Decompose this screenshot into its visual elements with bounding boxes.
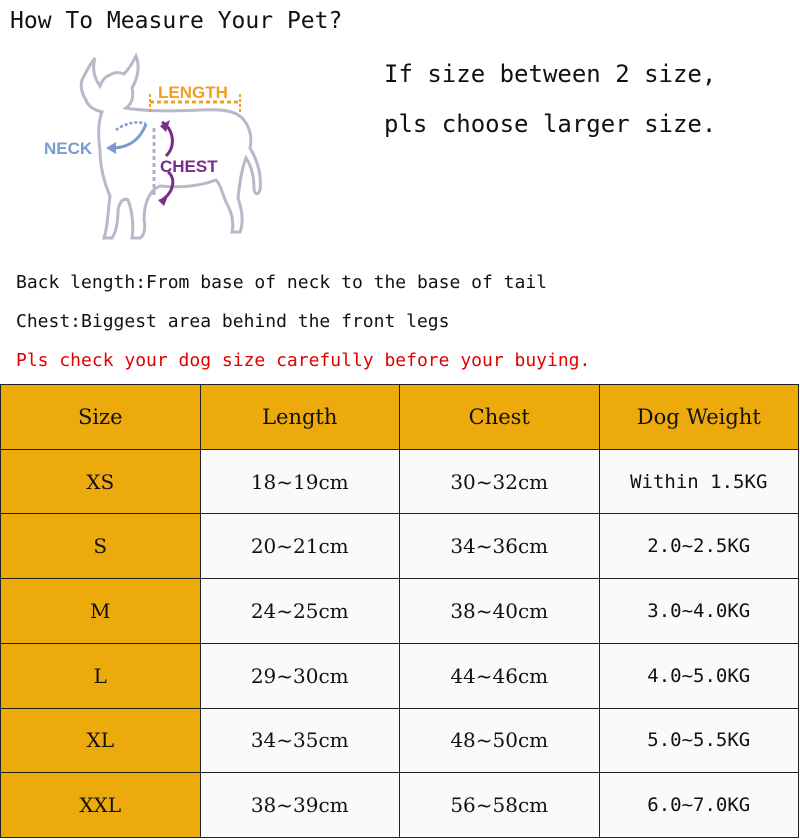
length-cell: 18~19cm (200, 449, 400, 514)
chest-cell: 56~58cm (400, 773, 600, 838)
chest-cell: 30~32cm (400, 449, 600, 514)
length-cell: 34~35cm (200, 708, 400, 773)
back-length-description: Back length:From base of neck to the base of tail (16, 272, 548, 293)
length-cell: 20~21cm (200, 514, 400, 579)
length-label: LENGTH (158, 83, 228, 102)
size-cell: L (1, 643, 201, 708)
header-dog-weight: Dog Weight (599, 385, 799, 450)
size-advice-line2: pls choose larger size. (384, 110, 717, 138)
length-cell: 38~39cm (200, 773, 400, 838)
table-row (1, 514, 799, 579)
warning-text: Pls check your dog size carefully before your buying. (16, 350, 591, 371)
weight-cell: 3.0~4.0KG (599, 579, 799, 644)
weight-cell: Within 1.5KG (599, 449, 799, 514)
header-size: Size (1, 385, 201, 450)
length-cell: 24~25cm (200, 579, 400, 644)
size-cell: S (1, 514, 201, 579)
chest-cell: 34~36cm (400, 514, 600, 579)
weight-cell: 4.0~5.0KG (599, 643, 799, 708)
size-advice-line1: If size between 2 size, (384, 60, 717, 88)
size-cell: XXL (1, 773, 201, 838)
chest-label: CHEST (160, 157, 218, 176)
header-length: Length (200, 385, 400, 450)
table-row (1, 643, 799, 708)
table-header-row (1, 385, 799, 450)
table-row (1, 579, 799, 644)
chest-cell: 44~46cm (400, 643, 600, 708)
header-chest: Chest (400, 385, 600, 450)
weight-cell: 6.0~7.0KG (599, 773, 799, 838)
page-title: How To Measure Your Pet? (10, 8, 343, 34)
chest-cell: 38~40cm (400, 579, 600, 644)
table-row (1, 708, 799, 773)
size-cell: XS (1, 449, 201, 514)
chest-description: Chest:Biggest area behind the front legs (16, 311, 450, 332)
length-cell: 29~30cm (200, 643, 400, 708)
size-cell: M (1, 579, 201, 644)
chest-cell: 48~50cm (400, 708, 600, 773)
table-row (1, 449, 799, 514)
size-chart-table (0, 384, 799, 838)
table-row (1, 773, 799, 838)
neck-label: NECK (44, 139, 93, 158)
weight-cell: 5.0~5.5KG (599, 708, 799, 773)
weight-cell: 2.0~2.5KG (599, 514, 799, 579)
size-cell: XL (1, 708, 201, 773)
dog-measurement-diagram (40, 50, 280, 250)
